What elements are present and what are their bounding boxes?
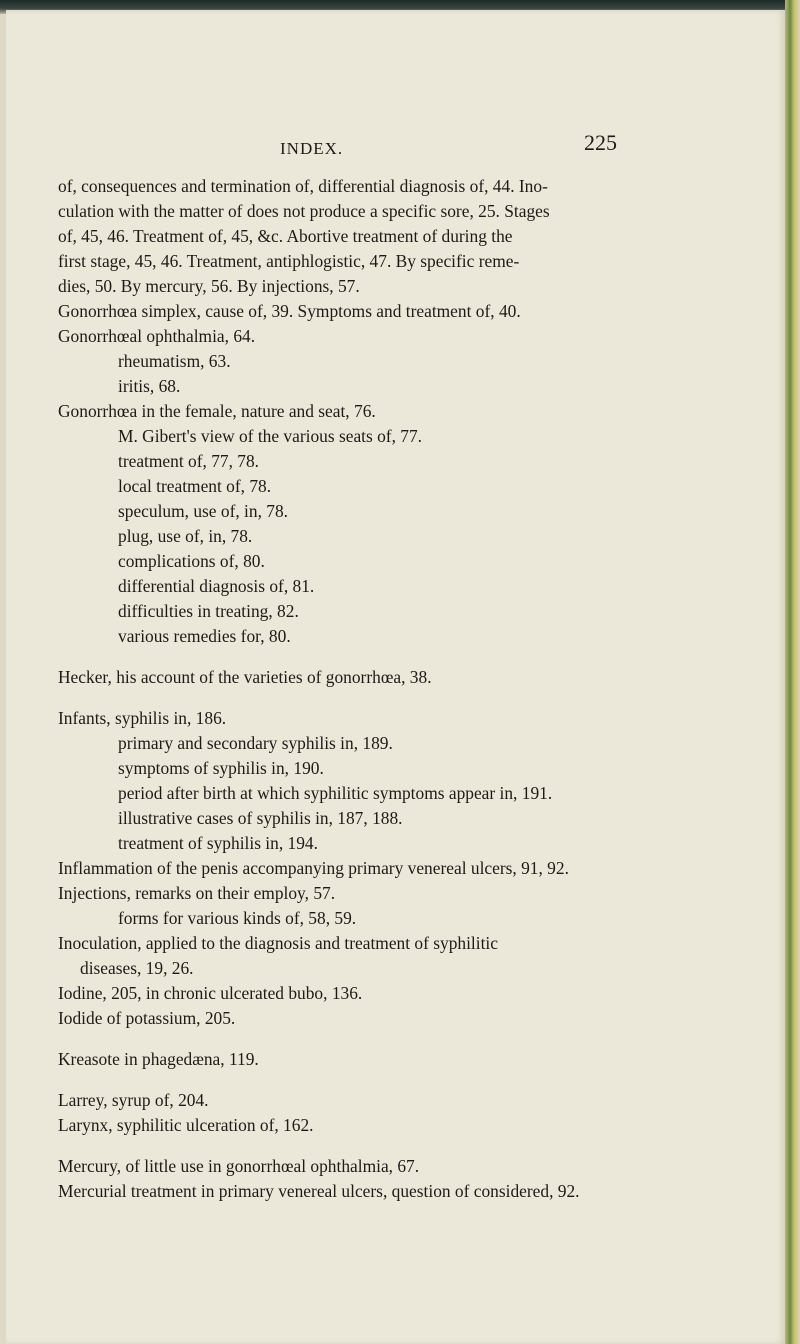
index-line: M. Gibert's view of the various seats of, 77. bbox=[118, 426, 423, 446]
index-line: Infants, syphilis in, 186. bbox=[58, 708, 227, 728]
index-line: iritis, 68. bbox=[118, 376, 181, 396]
index-line: Kreasote in phagedæna, 119. bbox=[58, 1049, 259, 1069]
index-line: Gonorrhœa simplex, cause of, 39. Symptoms and treatment of, 40. bbox=[58, 301, 521, 321]
index-line: Mercury, of little use in gonorrhœal ophthalmia, 67. bbox=[58, 1156, 420, 1176]
index-line: plug, use of, in, 78. bbox=[118, 526, 253, 546]
index-line: first stage, 45, 46. Treatment, antiphlogistic, 47. By specific reme- bbox=[58, 251, 520, 271]
index-line: local treatment of, 78. bbox=[118, 476, 272, 496]
index-line: Larrey, syrup of, 204. bbox=[58, 1090, 209, 1110]
index-line: Gonorrhœal ophthalmia, 64. bbox=[58, 326, 256, 346]
index-line: Mercurial treatment in primary venereal ulcers, question of considered, 92. bbox=[58, 1181, 580, 1201]
index-line: differential diagnosis of, 81. bbox=[118, 576, 315, 596]
page-number: 225 bbox=[584, 130, 617, 155]
index-line: forms for various kinds of, 58, 59. bbox=[118, 908, 357, 928]
index-line: treatment of syphilis in, 194. bbox=[118, 833, 318, 853]
index-line: symptoms of syphilis in, 190. bbox=[118, 758, 324, 778]
index-line: Iodine, 205, in chronic ulcerated bubo, 136. bbox=[58, 983, 363, 1003]
index-line: complications of, 80. bbox=[118, 551, 265, 571]
index-line: various remedies for, 80. bbox=[118, 626, 291, 646]
index-line: illustrative cases of syphilis in, 187, 188. bbox=[118, 808, 403, 828]
running-head: INDEX. bbox=[280, 139, 344, 158]
index-line: of, consequences and termination of, differential diagnosis of, 44. Ino- bbox=[58, 176, 548, 196]
index-line: Larynx, syphilitic ulceration of, 162. bbox=[58, 1115, 314, 1135]
index-line: primary and secondary syphilis in, 189. bbox=[118, 733, 393, 753]
index-line: difficulties in treating, 82. bbox=[118, 601, 299, 621]
index-line: Iodide of potassium, 205. bbox=[58, 1008, 236, 1028]
index-line: rheumatism, 63. bbox=[118, 351, 231, 371]
page-edge-strip bbox=[785, 0, 800, 1344]
index-line: speculum, use of, in, 78. bbox=[118, 501, 289, 521]
index-line: Gonorrhœa in the female, nature and seat, 76. bbox=[58, 401, 376, 421]
index-line: Inflammation of the penis accompanying primary venereal ulcers, 91, 92. bbox=[58, 858, 569, 878]
index-line: of, 45, 46. Treatment of, 45, &c. Abortive treatment of during the bbox=[58, 226, 513, 246]
index-line: culation with the matter of does not produce a specific sore, 25. Stages bbox=[58, 201, 550, 221]
index-line: period after birth at which syphilitic symptoms appear in, 191. bbox=[118, 783, 553, 803]
index-line: diseases, 19, 26. bbox=[80, 958, 194, 978]
index-line: Injections, remarks on their employ, 57. bbox=[58, 883, 336, 903]
index-line: Hecker, his account of the varieties of gonorrhœa, 38. bbox=[58, 667, 432, 687]
index-line: dies, 50. By mercury, 56. By injections, 57. bbox=[58, 276, 360, 296]
index-line: treatment of, 77, 78. bbox=[118, 451, 260, 471]
index-line: Inoculation, applied to the diagnosis and treatment of syphilitic bbox=[58, 933, 498, 953]
